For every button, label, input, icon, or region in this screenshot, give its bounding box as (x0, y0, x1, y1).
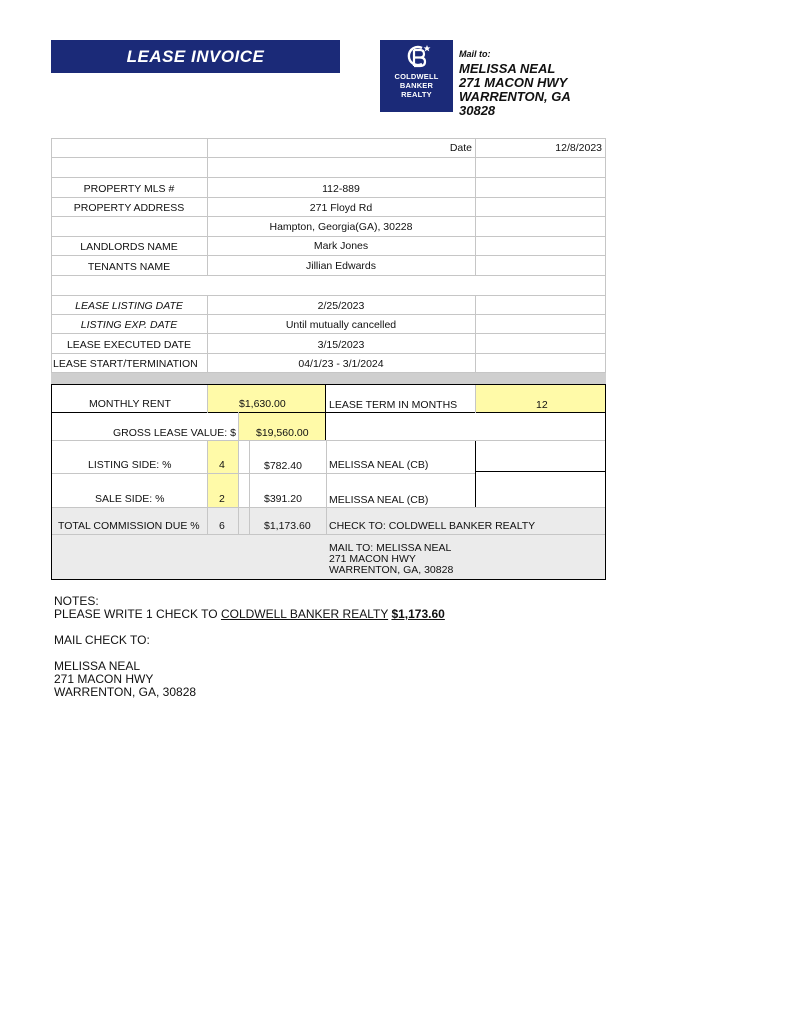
tenant-label: TENANTS NAME (87, 261, 171, 273)
box-mail-to (329, 543, 453, 576)
notes-check-prefix: PLEASE WRITE 1 CHECK TO (54, 607, 221, 621)
notes-amount: $1,173.60 (391, 607, 445, 621)
address-line1: 271 Floyd Rd (309, 202, 373, 214)
notes-heading: NOTES: (54, 594, 99, 608)
total-commission-pct: 6 (219, 520, 225, 532)
notes-address-line: MELISSA NEAL (54, 659, 141, 673)
listing-date-label: LEASE LISTING DATE (75, 300, 183, 312)
logo-text-line: BANKER (399, 81, 434, 90)
listing-side-label: LISTING SIDE: % (88, 459, 172, 471)
mail-to-line: WARRENTON, GA (459, 89, 571, 104)
notes-payee: COLDWELL BANKER REALTY (220, 607, 389, 621)
lease-term-label: LEASE TERM IN MONTHS (329, 399, 458, 411)
commission-box (51, 384, 606, 580)
cb-logo-icon (402, 44, 432, 72)
listing-side-pct: 4 (219, 459, 225, 471)
sale-side-pct: 2 (219, 493, 225, 505)
mail-to-line: MELISSA NEAL (459, 61, 556, 76)
address-label: PROPERTY ADDRESS (73, 202, 185, 214)
check-to-text: CHECK TO: COLDWELL BANKER REALTY (329, 520, 536, 532)
date-value: 12/8/2023 (555, 142, 602, 154)
mail-to-block (459, 47, 571, 118)
mls-label: PROPERTY MLS # (83, 183, 175, 195)
box-mail-to-line: MAIL TO: MELISSA NEAL (329, 542, 452, 554)
logo-text-line: COLDWELL (394, 72, 439, 81)
coldwell-banker-logo (380, 40, 453, 112)
address-row (51, 198, 606, 218)
total-commission-label: TOTAL COMMISSION DUE % (58, 520, 200, 532)
notes-section (54, 595, 445, 699)
tenant-value: Jillian Edwards (305, 259, 377, 272)
sale-side-agent: MELISSA NEAL (CB) (329, 494, 429, 506)
box-mail-to-line: WARRENTON, GA, 30828 (329, 564, 454, 576)
date-label: Date (449, 142, 472, 154)
mail-check-label: MAIL CHECK TO: (54, 633, 150, 647)
address-row-2 (51, 217, 606, 236)
notes-check-line (54, 608, 445, 621)
listing-exp-value: Until mutually cancelled (285, 319, 397, 331)
gross-lease-value: $19,560.00 (256, 427, 309, 439)
landlord-row (51, 237, 606, 257)
listing-exp-label: LISTING EXP. DATE (80, 319, 178, 331)
listing-date-row (51, 296, 606, 316)
listing-exp-row (51, 315, 606, 335)
monthly-rent-value: $1,630.00 (239, 398, 286, 410)
invoice-title: LEASE INVOICE (51, 40, 340, 73)
monthly-rent-label: MONTHLY RENT (89, 398, 171, 410)
property-info-grid (51, 138, 606, 384)
listing-side-agent: MELISSA NEAL (CB) (329, 459, 429, 471)
box-mail-to-line: 271 MACON HWY (329, 553, 416, 565)
address-line2: Hampton, Georgia(GA), 30228 (269, 220, 413, 233)
notes-address-line: 271 MACON HWY (54, 672, 154, 686)
notes-address-line: WARRENTON, GA, 30828 (54, 685, 197, 699)
start-term-label: LEASE START/TERMINATION (53, 358, 198, 370)
sale-side-label: SALE SIDE: % (95, 493, 165, 505)
executed-row (51, 335, 606, 355)
executed-value: 3/15/2023 (317, 339, 365, 351)
mls-value: 112-889 (322, 183, 360, 195)
mail-to-line: 30828 (459, 103, 496, 118)
listing-date-value: 2/25/2023 (317, 300, 365, 312)
mail-to-label: Mail to: (459, 49, 491, 59)
logo-text-line: REALTY (401, 90, 432, 99)
start-term-value: 04/1/23 - 3/1/2024 (298, 358, 384, 370)
mls-row (51, 179, 606, 199)
landlord-label: LANDLORDS NAME (80, 241, 178, 253)
total-commission-amount: $1,173.60 (264, 520, 311, 532)
mail-to-line: 271 MACON HWY (459, 75, 568, 90)
date-row (51, 139, 606, 157)
sale-side-amount: $391.20 (264, 493, 302, 505)
executed-label: LEASE EXECUTED DATE (66, 339, 192, 351)
listing-side-amount: $782.40 (264, 460, 302, 472)
lease-term-value: 12 (536, 399, 548, 411)
tenant-row (51, 257, 606, 277)
gross-lease-label: GROSS LEASE VALUE: $ (113, 427, 236, 439)
landlord-value: Mark Jones (313, 239, 369, 252)
start-term-row (51, 354, 606, 374)
